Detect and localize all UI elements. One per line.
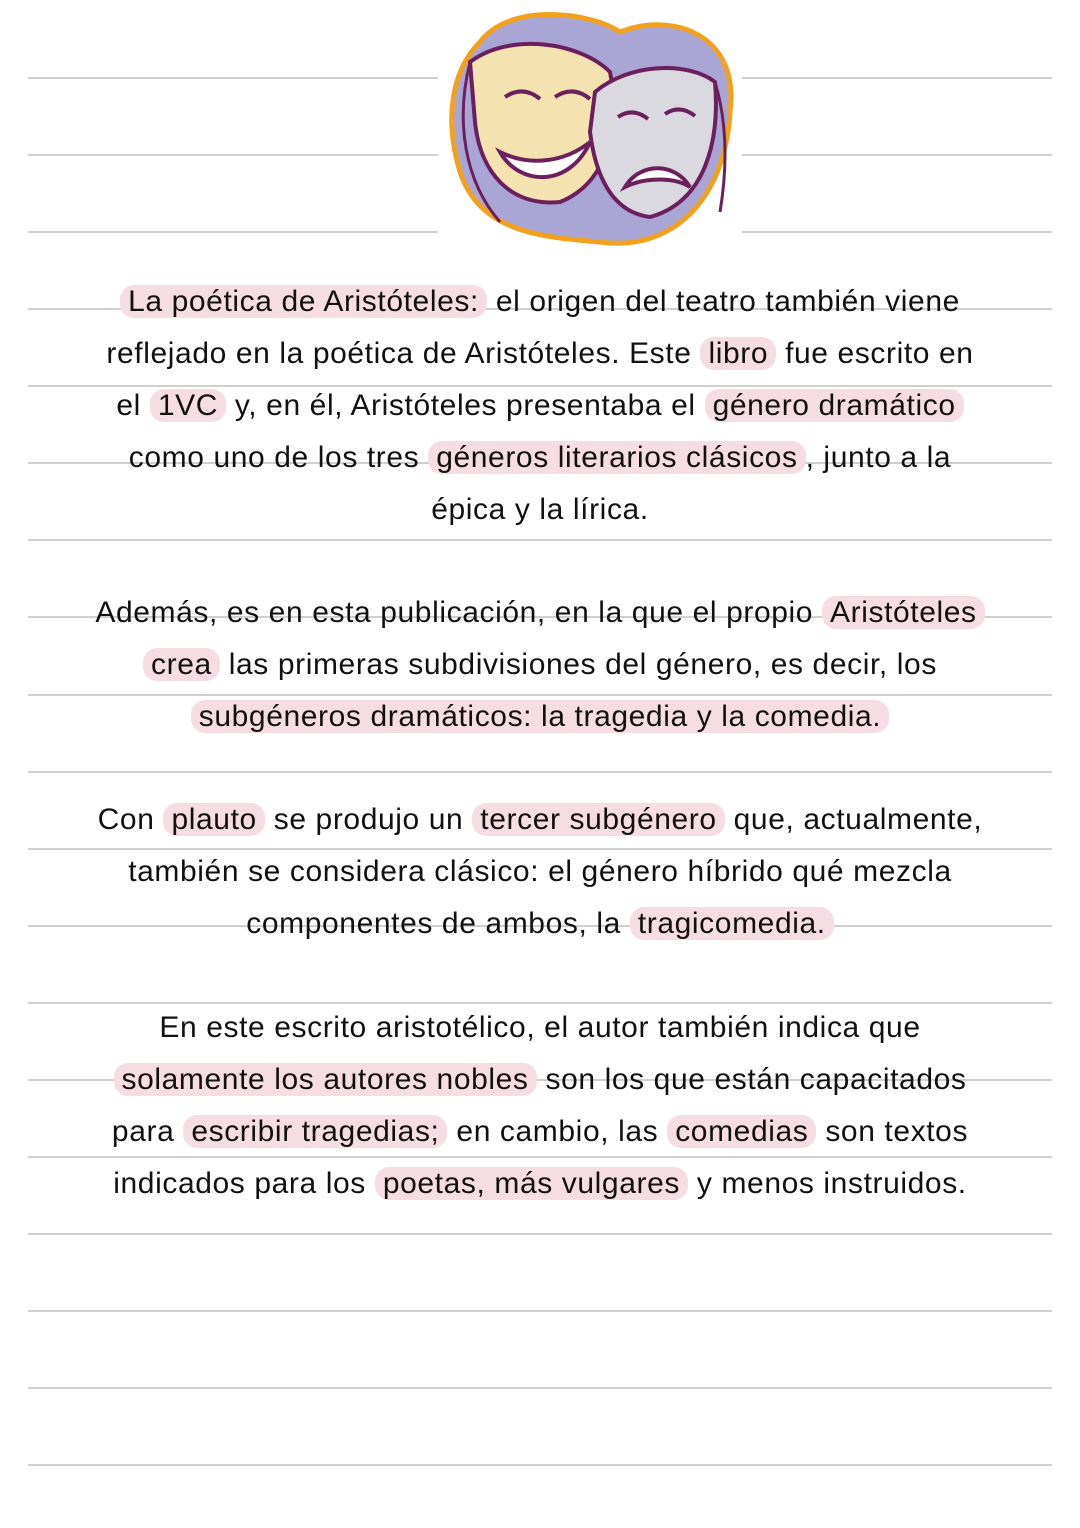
text-segment: fue escrito en: [776, 337, 974, 370]
text-segment: el: [116, 389, 150, 422]
text-line: [0, 334, 1080, 374]
text-line: [0, 490, 1080, 530]
text-line: [0, 645, 1080, 685]
text-line: [0, 1112, 1080, 1152]
highlighted-text: comedias: [667, 1115, 816, 1148]
ruled-line: [28, 848, 1052, 850]
highlighted-text: subgéneros dramáticos: la tragedia y la comedia.: [191, 700, 890, 733]
text-segment: las primeras subdivisiones del género, es decir, los: [219, 648, 937, 681]
text-line: [0, 438, 1080, 478]
highlighted-text: escribir tragedias;: [183, 1115, 447, 1148]
text-segment: en cambio, las: [447, 1115, 668, 1148]
ruled-line: [28, 231, 438, 233]
ruled-line: [28, 1387, 1052, 1389]
ruled-line: [742, 154, 1052, 156]
text-segment: componentes de ambos, la: [246, 907, 630, 940]
ruled-line: [28, 1002, 1052, 1004]
text-segment: el origen del teatro también viene: [486, 285, 960, 318]
ruled-line: [28, 1233, 1052, 1235]
text-line: [0, 1060, 1080, 1100]
highlighted-text: solamente los autores nobles: [114, 1063, 537, 1096]
text-segment: , junto a la: [805, 441, 952, 474]
ruled-line: [28, 154, 438, 156]
highlighted-text: poetas, más vulgares: [375, 1167, 688, 1200]
ruled-line: [742, 77, 1052, 79]
ruled-line: [28, 1464, 1052, 1466]
text-line: [0, 282, 1080, 322]
text-line: [0, 904, 1080, 944]
highlighted-text: 1VC: [150, 389, 226, 422]
text-segment: también se considera clásico: el género híbrido qué mezcla: [128, 855, 952, 888]
highlighted-text: tragicomedia.: [630, 907, 834, 940]
highlighted-text: La poética de Aristóteles:: [120, 285, 487, 318]
ruled-line: [28, 1310, 1052, 1312]
highlighted-text: género dramático: [705, 389, 964, 422]
text-segment: Además, es en esta publicación, en la que el propio: [95, 596, 822, 629]
ruled-line: [28, 771, 1052, 773]
text-segment: y menos instruidos.: [687, 1167, 967, 1200]
text-segment: son los que están capacitados: [536, 1063, 967, 1096]
text-line: [0, 852, 1080, 892]
highlighted-text: tercer subgénero: [472, 803, 724, 836]
text-line: [0, 386, 1080, 426]
text-segment: para: [111, 1115, 184, 1148]
text-segment: Con: [97, 803, 164, 836]
theatre-masks-icon: [440, 2, 740, 250]
ruled-line: [28, 1156, 1052, 1158]
text-segment: En este escrito aristotélico, el autor también indica que: [159, 1011, 921, 1044]
text-line: [0, 800, 1080, 840]
text-segment: y, en él, Aristóteles presentaba el: [226, 389, 705, 422]
text-segment: que, actualmente,: [724, 803, 983, 836]
text-line: [0, 593, 1080, 633]
highlighted-text: libro: [700, 337, 776, 370]
text-line: [0, 697, 1080, 737]
text-segment: indicados para los: [113, 1167, 375, 1200]
text-segment: épica y la lírica.: [431, 493, 649, 526]
ruled-line: [28, 77, 438, 79]
text-segment: reflejado en la poética de Aristóteles. Este: [106, 337, 701, 370]
text-line: [0, 1164, 1080, 1204]
ruled-line: [742, 231, 1052, 233]
highlighted-text: géneros literarios clásicos: [428, 441, 805, 474]
text-segment: como uno de los tres: [128, 441, 429, 474]
ruled-line: [28, 694, 1052, 696]
highlighted-text: plauto: [163, 803, 264, 836]
highlighted-text: crea: [143, 648, 220, 681]
text-line: [0, 1008, 1080, 1048]
highlighted-text: Aristóteles: [822, 596, 985, 629]
ruled-line: [28, 539, 1052, 541]
text-segment: son textos: [816, 1115, 969, 1148]
text-segment: se produjo un: [264, 803, 473, 836]
